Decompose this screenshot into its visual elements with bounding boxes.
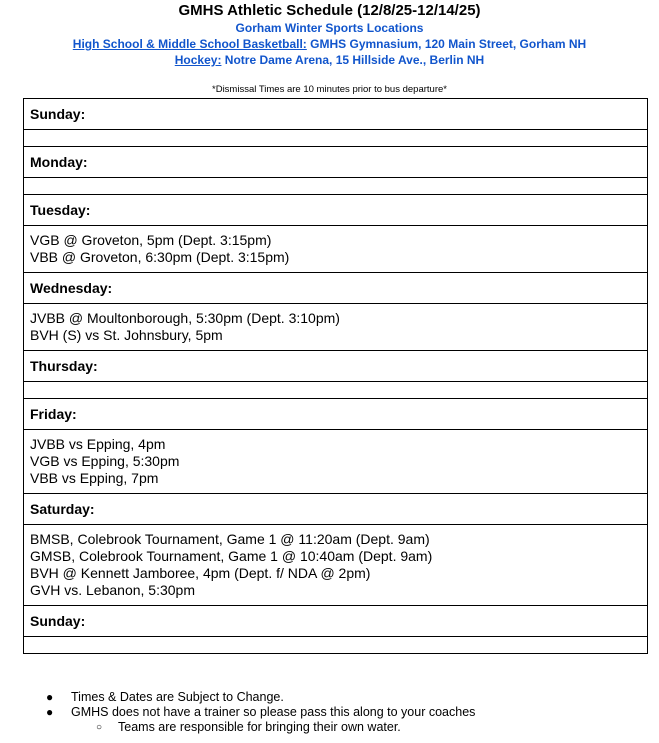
day-events-sunday <box>24 130 648 147</box>
schedule-table <box>23 98 648 654</box>
event-item: JVBB vs Epping, 4pm <box>30 436 166 452</box>
day-header-friday: Friday: <box>24 399 648 430</box>
event-item: BVH (S) vs St. Johnsbury, 5pm <box>30 327 223 343</box>
event-item: GMSB, Colebrook Tournament, Game 1 @ 10:40am (Dept. 9am) <box>30 548 433 564</box>
day-events-thursday <box>24 382 648 399</box>
note-item <box>0 705 659 720</box>
event-item: VBB vs Epping, 7pm <box>30 470 159 486</box>
sub-note-text: Teams are responsible for bringing their own water. <box>118 720 401 734</box>
page-title: GMHS Athletic Schedule (12/8/25-12/14/25) <box>178 2 481 19</box>
hockey-location-value: Notre Dame Arena, 15 Hillside Ave., Berlin NH <box>221 53 485 67</box>
event-item: BMSB, Colebrook Tournament, Game 1 @ 11:20am (Dept. 9am) <box>30 531 430 547</box>
event-item: BVH @ Kennett Jamboree, 4pm (Dept. f/ NDA @ 2pm) <box>30 565 371 581</box>
day-events-monday <box>24 178 648 195</box>
event-item: VGB @ Groveton, 5pm (Dept. 3:15pm) <box>30 232 272 248</box>
bullet-icon: ● <box>46 705 54 719</box>
event-item: GVH vs. Lebanon, 5:30pm <box>30 582 195 598</box>
event-item: VBB @ Groveton, 6:30pm (Dept. 3:15pm) <box>30 249 290 265</box>
hockey-location-label: Hockey: <box>174 53 222 67</box>
sub-note-item <box>0 720 659 735</box>
day-events-tuesday <box>24 226 648 273</box>
hockey-location <box>0 53 659 68</box>
day-header-wednesday: Wednesday: <box>24 273 648 304</box>
event-item: VGB vs Epping, 5:30pm <box>30 453 180 469</box>
sub-bullet-icon: ○ <box>96 722 103 733</box>
bullet-icon: ● <box>46 690 54 704</box>
note-item <box>0 690 659 705</box>
dismissal-note: *Dismissal Times are 10 minutes prior to bus departure* <box>212 84 447 95</box>
day-events-saturday <box>24 525 648 606</box>
day-events-friday <box>24 430 648 494</box>
basketball-location <box>0 37 659 52</box>
day-header-thursday: Thursday: <box>24 351 648 382</box>
note-text: GMHS does not have a trainer so please pass this along to your coaches <box>71 705 476 719</box>
day-header-saturday: Saturday: <box>24 494 648 525</box>
day-header-tuesday: Tuesday: <box>24 195 648 226</box>
day-header-sunday: Sunday: <box>24 99 648 130</box>
day-events-wednesday <box>24 304 648 351</box>
basketball-location-label: High School & Middle School Basketball: <box>72 37 307 51</box>
day-events-sunday-2 <box>24 637 648 654</box>
notes-list <box>0 690 659 735</box>
basketball-location-value: GMHS Gymnasium, 120 Main Street, Gorham NH <box>306 37 587 51</box>
day-header-sunday-2: Sunday: <box>24 606 648 637</box>
event-item: JVBB @ Moultonborough, 5:30pm (Dept. 3:10pm) <box>30 310 340 326</box>
subtitle: Gorham Winter Sports Locations <box>235 21 424 35</box>
day-header-monday: Monday: <box>24 147 648 178</box>
note-text: Times & Dates are Subject to Change. <box>71 690 284 704</box>
